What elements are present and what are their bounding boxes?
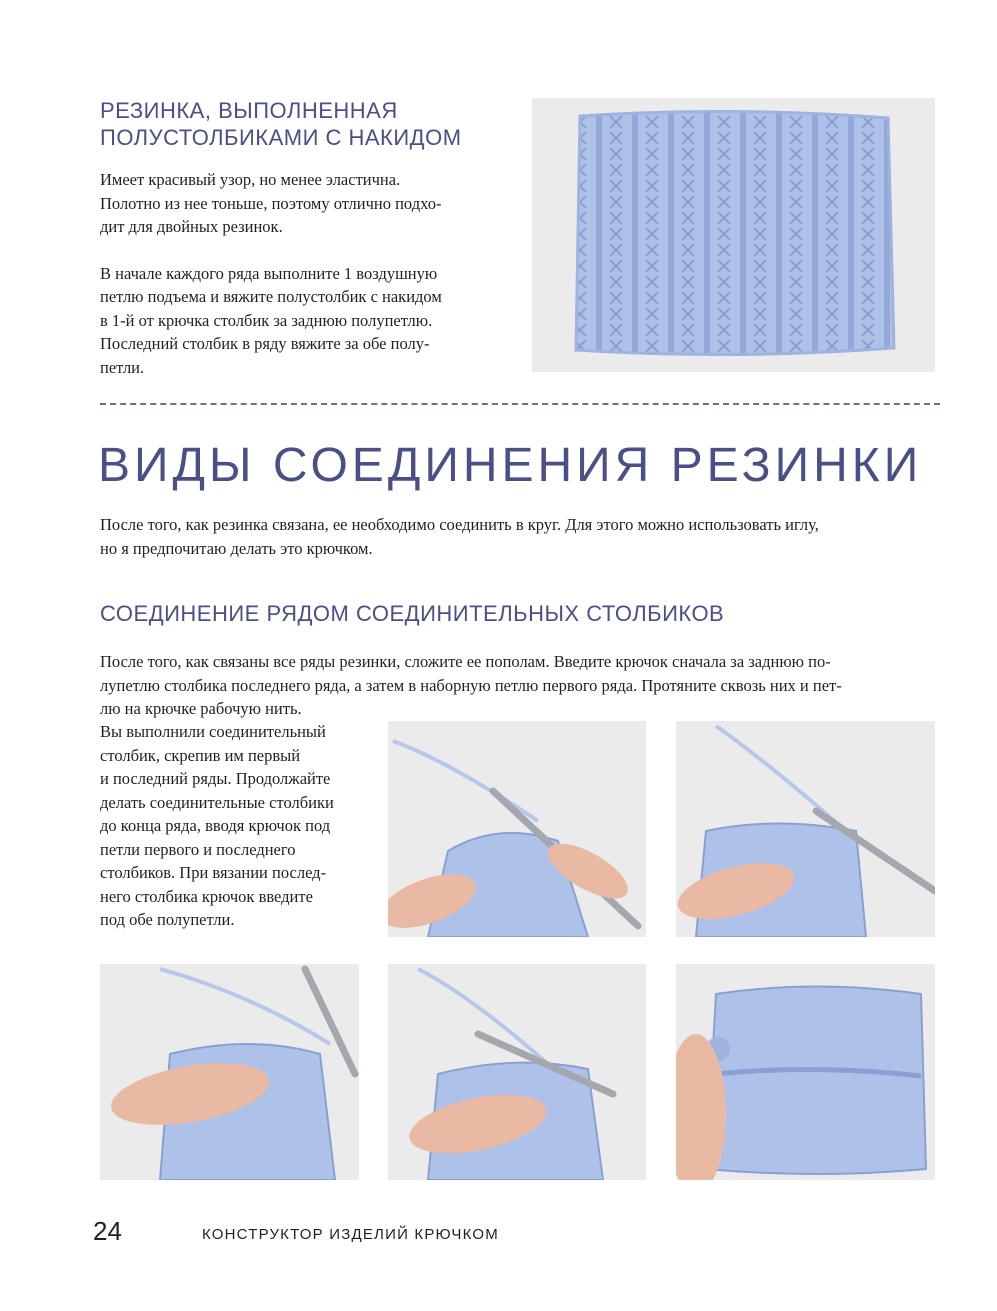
- heading-line-1: РЕЗИНКА, ВЫПОЛНЕННАЯ: [100, 98, 398, 123]
- section3-paragraph-1: [100, 650, 940, 721]
- step-4-illustration: [388, 964, 646, 1180]
- text-line: После того, как связаны все ряды резинки, сложите ее пополам. Введите крючок сначала за заднюю по-: [100, 652, 831, 671]
- step-2-illustration: [676, 721, 935, 937]
- photo-ribbed-swatch: [532, 98, 935, 372]
- page-number: 24: [93, 1216, 122, 1246]
- photo-step-2: [676, 721, 935, 937]
- text-line: делать соединительные столбики: [100, 792, 334, 812]
- text-line: в 1-й от крючка столбик за заднюю полупетлю.: [100, 310, 433, 330]
- photo-step-3: [100, 964, 359, 1180]
- heading-line-2: ПОЛУСТОЛБИКАМИ С НАКИДОМ: [100, 125, 462, 150]
- dashed-divider: [100, 403, 940, 405]
- section2-intro: [100, 513, 930, 560]
- text-line: петли.: [100, 357, 145, 377]
- text-line: Вы выполнили соединительный: [100, 722, 326, 741]
- text-line: него столбика крючок введите: [100, 886, 313, 906]
- text-line: Последний столбик в ряду вяжите за обе полу-: [100, 334, 430, 353]
- section-heading-slip-stitch-join: СОЕДИНЕНИЕ РЯДОМ СОЕДИНИТЕЛЬНЫХ СТОЛБИКОВ: [100, 601, 725, 626]
- photo-step-1: [388, 721, 646, 937]
- photo-step-5: [676, 964, 935, 1180]
- section1-paragraph-1: [100, 168, 510, 239]
- text-line: лупетлю столбика последнего ряда, а затем в наборную петлю первого ряда. Протяните сквозь них и пет-: [100, 675, 842, 695]
- running-footer-title: КОНСТРУКТОР ИЗДЕЛИЙ КРЮЧКОМ: [202, 1226, 499, 1243]
- text-line: столбиков. При вязании послед-: [100, 863, 327, 882]
- step-1-illustration: [388, 721, 646, 937]
- section1-paragraph-2: [100, 262, 510, 380]
- photo-step-4: [388, 964, 646, 1180]
- step-5-illustration: [676, 964, 935, 1180]
- page-section-title: ВИДЫ СОЕДИНЕНИЯ РЕЗИНКИ: [98, 439, 923, 492]
- step-3-illustration: [100, 964, 359, 1180]
- text-line: до конца ряда, вводя крючок под: [100, 816, 331, 835]
- text-line: столбик, скрепив им первый: [100, 745, 301, 765]
- text-line: Полотно из нее тоньше, поэтому отлично подхо-: [100, 193, 442, 213]
- swatch-illustration: [532, 98, 935, 372]
- section-heading-rib-half-double: [100, 97, 462, 151]
- text-line: дит для двойных резинок.: [100, 217, 283, 236]
- section3-paragraph-2: [100, 720, 375, 932]
- text-line: После того, как резинка связана, ее необходимо соединить в круг. Для этого можно использовать иглу,: [100, 515, 819, 534]
- text-line: Имеет красивый узор, но менее эластична.: [100, 170, 401, 189]
- text-line: под обе полупетли.: [100, 910, 235, 929]
- section1-text: [100, 168, 510, 379]
- text-line: петлю подъема и вяжите полустолбик с накидом: [100, 287, 442, 306]
- text-line: лю на крючке рабочую нить.: [100, 699, 302, 718]
- text-line: В начале каждого ряда выполните 1 воздушную: [100, 263, 438, 283]
- text-line: и последний ряды. Продолжайте: [100, 769, 331, 788]
- text-line: но я предпочитаю делать это крючком.: [100, 538, 373, 558]
- text-line: петли первого и последнего: [100, 839, 296, 859]
